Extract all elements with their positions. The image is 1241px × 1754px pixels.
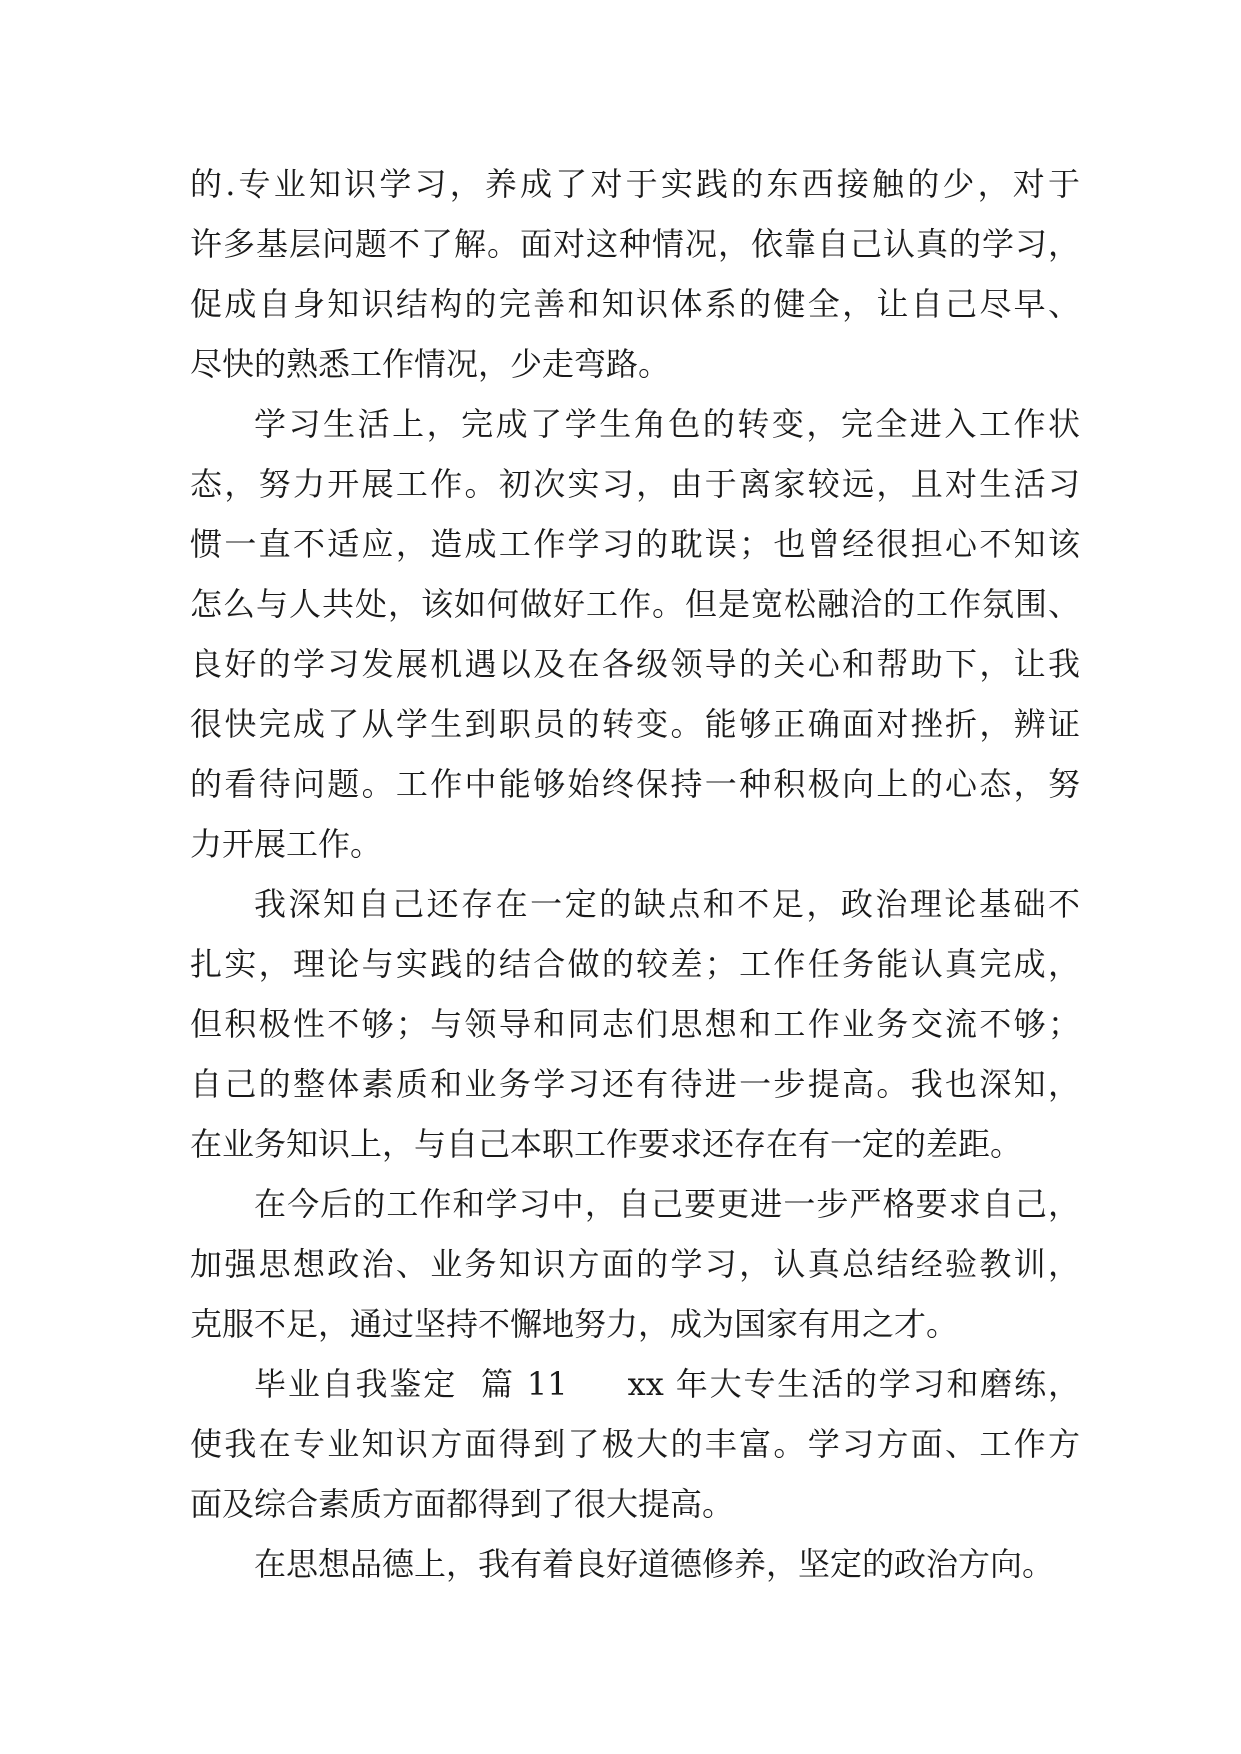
text-line: 许多基层问题不了解。面对这种情况，依靠自己认真的学习，	[190, 225, 1080, 263]
section-heading-line: 毕业自我鉴定 篇 11 xx 年大专生活的学习和磨练，	[254, 1365, 1080, 1403]
text-line: 促成自身知识结构的完善和知识体系的健全，让自己尽早、	[190, 285, 1080, 323]
paragraph	[190, 394, 1080, 874]
paragraph	[190, 1534, 1080, 1594]
text-line: 良好的学习发展机遇以及在各级领导的关心和帮助下，让我	[190, 645, 1080, 683]
document-body	[190, 154, 1080, 1594]
text-line: 很快完成了从学生到职员的转变。能够正确面对挫折，辨证	[190, 705, 1080, 743]
text-line: 但积极性不够；与领导和同志们思想和工作业务交流不够；	[190, 1005, 1080, 1043]
text-line: 尽快的熟悉工作情况，少走弯路。	[190, 345, 671, 383]
text-line: 怎么与人共处，该如何做好工作。但是宽松融洽的工作氛围、	[190, 585, 1080, 623]
text-line: 在思想品德上，我有着良好道德修养，坚定的政治方向。	[254, 1545, 1055, 1583]
text-line: 态，努力开展工作。初次实习，由于离家较远，且对生活习	[190, 465, 1080, 503]
text-line: 克服不足，通过坚持不懈地努力，成为国家有用之才。	[190, 1305, 959, 1343]
text-line: 的看待问题。工作中能够始终保持一种积极向上的心态，努	[190, 765, 1080, 803]
paragraph	[190, 1354, 1080, 1534]
paragraph	[190, 874, 1080, 1174]
paragraph	[190, 154, 1080, 394]
text-line: 面及综合素质方面都得到了很大提高。	[190, 1485, 735, 1523]
text-line: 在今后的工作和学习中，自己要更进一步严格要求自己，	[254, 1185, 1080, 1223]
text-line: 我深知自己还存在一定的缺点和不足，政治理论基础不	[254, 885, 1080, 923]
text-line: 力开展工作。	[190, 825, 383, 863]
text-line: 的.专业知识学习，养成了对于实践的东西接触的少，对于	[190, 165, 1080, 203]
paragraph	[190, 1174, 1080, 1354]
text-line: 惯一直不适应，造成工作学习的耽误；也曾经很担心不知该	[190, 525, 1080, 563]
text-line: 加强思想政治、业务知识方面的学习，认真总结经验教训，	[190, 1245, 1080, 1283]
text-line: 扎实，理论与实践的结合做的较差；工作任务能认真完成，	[190, 945, 1080, 983]
text-line: 学习生活上，完成了学生角色的转变，完全进入工作状	[254, 405, 1080, 443]
text-line: 使我在专业知识方面得到了极大的丰富。学习方面、工作方	[190, 1425, 1080, 1463]
text-line: 在业务知识上，与自己本职工作要求还存在有一定的差距。	[190, 1125, 1023, 1163]
text-line: 自己的整体素质和业务学习还有待进一步提高。我也深知，	[190, 1065, 1080, 1103]
